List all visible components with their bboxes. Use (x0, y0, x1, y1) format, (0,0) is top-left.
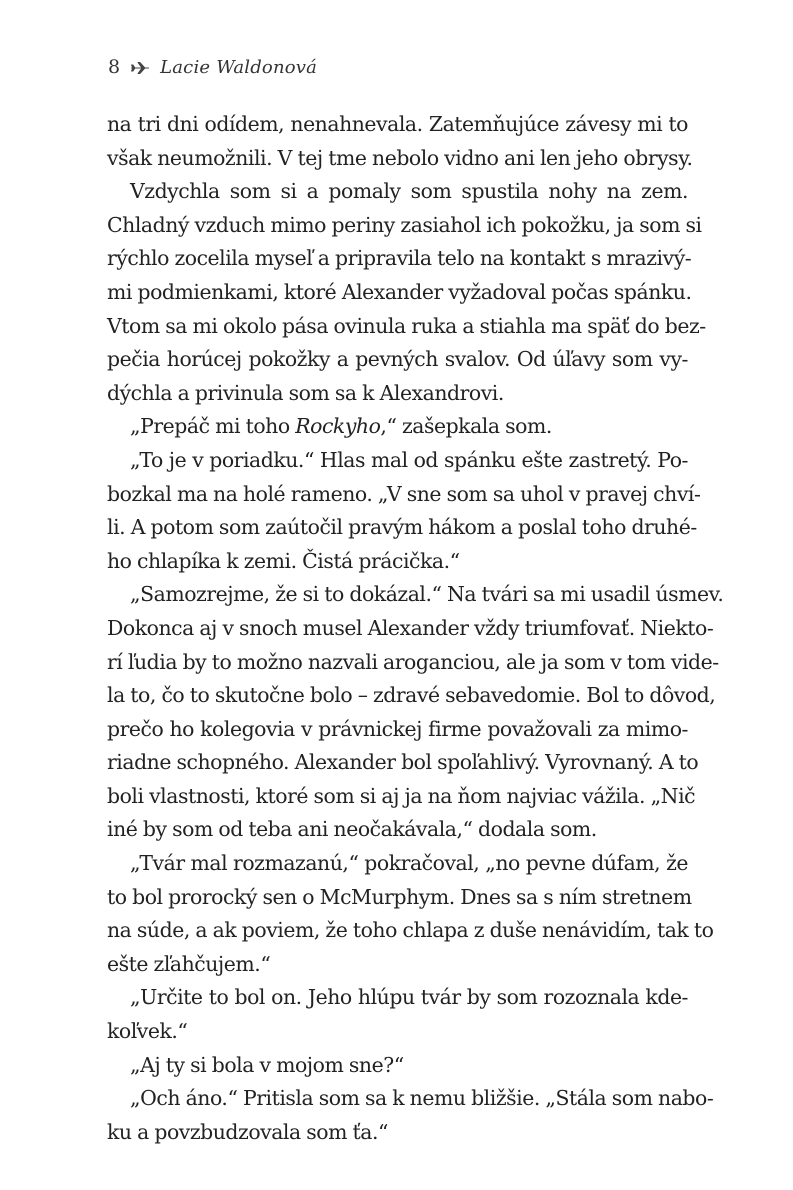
airplane-icon (130, 61, 150, 75)
text-line: li. A potom som zaútočil pravým hákom a poslal toho druhé- (107, 515, 697, 540)
paragraph (107, 108, 693, 175)
text-line: rí ľudia by to možno nazvali aroganciou, ale ja som v tom vide- (107, 649, 719, 674)
text-line: ho chlapíka k zemi. Čistá prácička.“ (107, 548, 460, 573)
text-line: na súde, a ak poviem, že toho chlapa z duše nenávidím, tak to (107, 918, 714, 943)
paragraph (107, 444, 701, 578)
text-run: ,“ zašepkala som. (380, 414, 552, 439)
text-line: „Určite to bol on. Jeho hlúpu tvár by som rozoznala kde- (130, 985, 688, 1010)
text-line: boli vlastnosti, ktoré som si aj ja na ňom najviac vážila. „Nič (107, 783, 696, 808)
paragraph (107, 578, 724, 847)
paragraph (107, 847, 714, 981)
text-line: riadne schopného. Alexander bol spoľahlivý. Vyrovnaný. A to (107, 750, 699, 775)
text-line: ku a povzbudzovala som ťa.“ (107, 1119, 388, 1144)
text-line: rýchlo zocelila myseľ a pripravila telo na kontakt s mrazivý- (107, 246, 692, 271)
text-line: pečia horúcej pokožky a pevných svalov. Od úľavy som vy- (107, 347, 688, 372)
paragraph (107, 175, 706, 410)
text-line: ešte zľahčujem.“ (107, 951, 271, 976)
text-line: „Aj ty si bola v mojom sne?“ (130, 1052, 404, 1077)
text-line: dýchla a privinula som sa k Alexandrovi. (107, 380, 504, 405)
chapter-body (107, 108, 724, 1149)
text-line: „To je v poriadku.“ Hlas mal od spánku ešte zastretý. Po- (130, 447, 688, 472)
text-line: Vtom sa mi okolo pása ovinula ruka a stiahla ma späť do bez- (107, 313, 706, 338)
text-line: iné by som od teba ani neočakávala,“ dodala som. (107, 817, 597, 842)
paragraph (107, 1049, 688, 1083)
text-line: bozkal ma na holé rameno. „V sne som sa uhol v pravej chví- (107, 481, 701, 506)
text-line: mi podmienkami, ktoré Alexander vyžadoval počas spánku. (107, 279, 692, 304)
text-line: však neumožnili. V tej tme nebolo vidno ani len jeho obrysy. (107, 145, 693, 170)
author-name: Lacie Waldonová (160, 56, 318, 78)
text-line: koľvek.“ (107, 1019, 188, 1044)
text-line: Dokonca aj v snoch musel Alexander vždy triumfovať. Niekto- (107, 615, 714, 640)
text-line: „Tvár mal rozmazanú,“ pokračoval, „no pevne dúfam, že (130, 851, 688, 876)
page-number: 8 (108, 56, 121, 78)
text-line: „Samozrejme, že si to dokázal.“ Na tvári sa mi usadil úsmev. (130, 582, 724, 607)
text-line: Vzdychla som si a pomaly som spustila nohy na zem. (130, 179, 688, 204)
text-line: Chladný vzduch mimo periny zasiahol ich pokožku, ja som si (107, 212, 702, 237)
text-line: na tri dni odídem, nenahnevala. Zatemňujúce závesy mi to (107, 112, 688, 136)
text-line: to bol prorocký sen o McMurphym. Dnes sa s ním stretnem (107, 884, 692, 909)
running-header (108, 52, 317, 82)
text-line (107, 410, 688, 444)
italic-name: Rockyho (295, 414, 381, 439)
text-run: „Prepáč mi toho (130, 414, 296, 439)
paragraph (107, 1082, 714, 1149)
text-line: la to, čo to skutočne bolo – zdravé sebavedomie. Bol to dôvod, (107, 683, 716, 708)
paragraph (107, 981, 688, 1048)
paragraph (107, 410, 688, 444)
text-line: prečo ho kolegovia v právnickej firme považovali za mimo- (107, 716, 688, 741)
text-line: „Och áno.“ Pritisla som sa k nemu bližšie. „Stála som nabo- (130, 1086, 714, 1111)
